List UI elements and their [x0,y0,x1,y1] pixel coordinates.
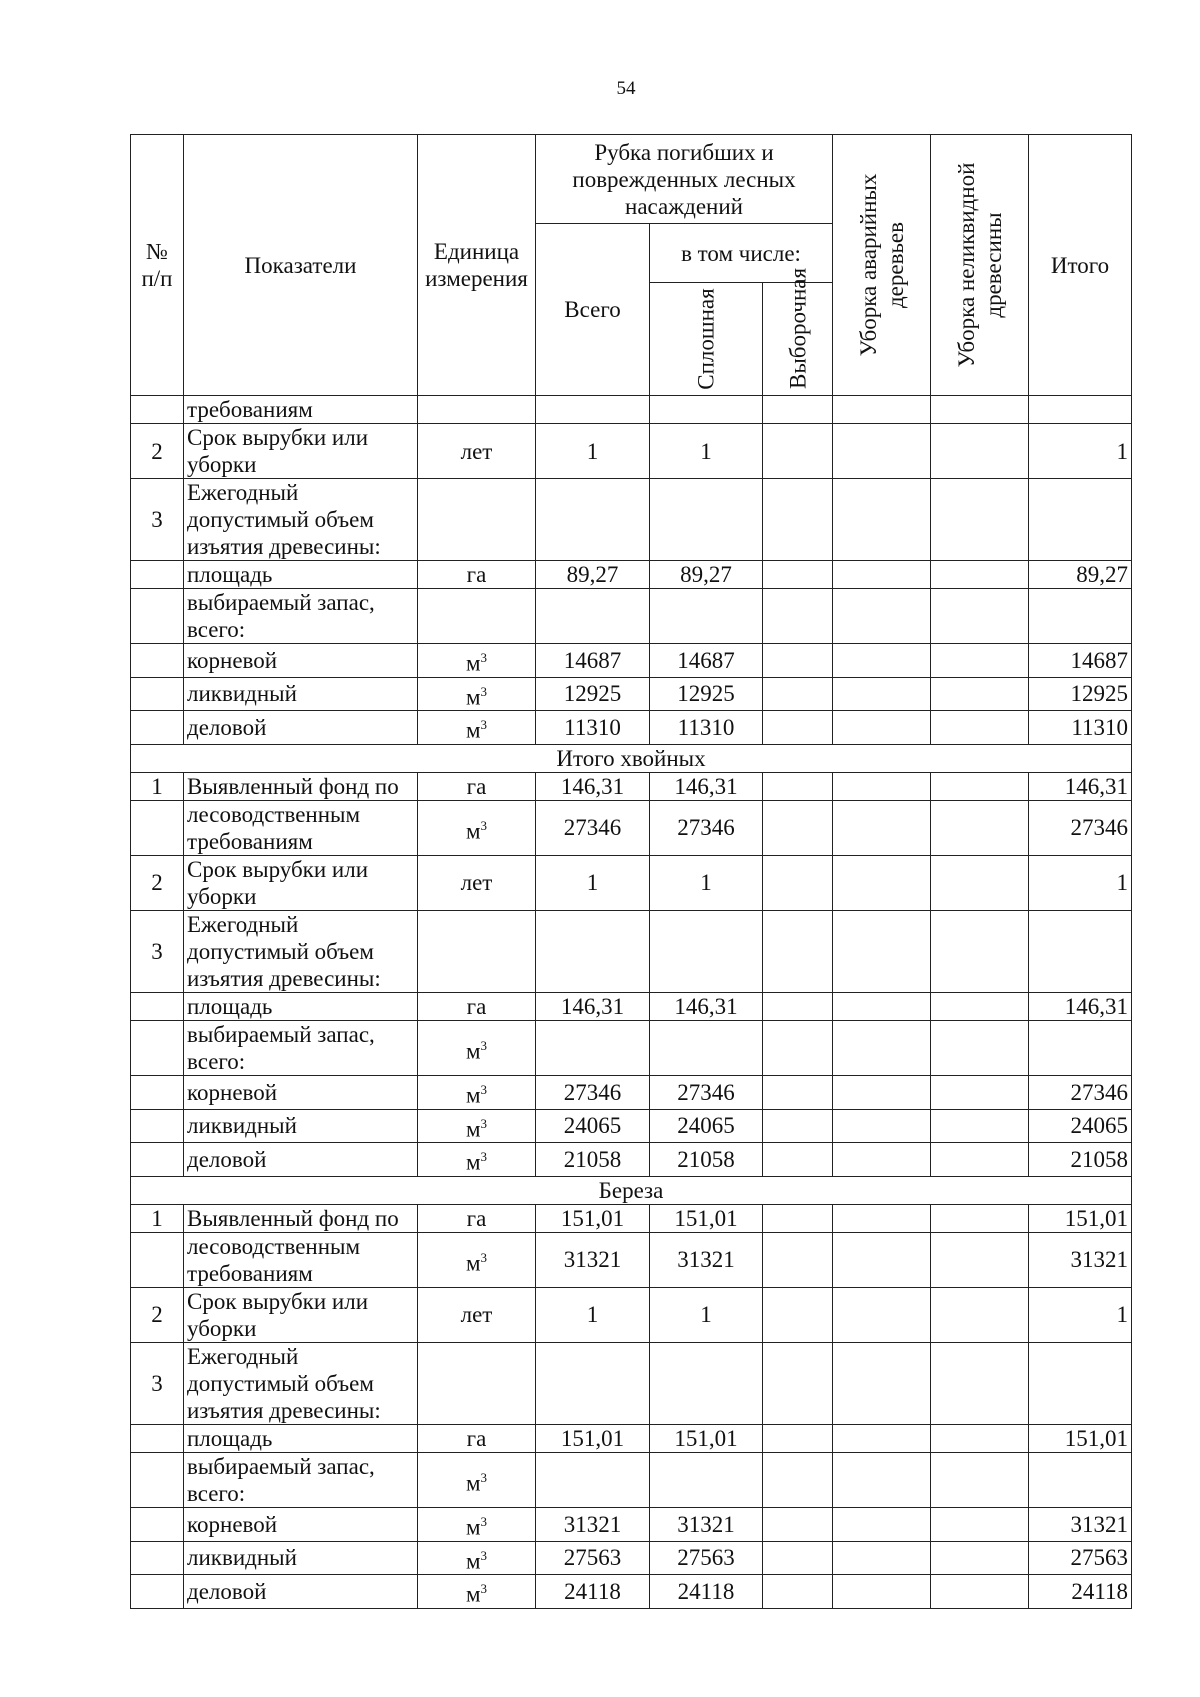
row-total [536,1020,650,1075]
row-indicator: Ежегодный допустимый объем изъятия древесины: [184,910,418,992]
row-itogo: 31321 [1029,1507,1132,1541]
row-illiquid [931,589,1029,644]
superscript-3: 3 [480,1037,488,1053]
row-illiquid [931,1232,1029,1287]
row-unit: $м^3$ [418,1541,536,1575]
row-selective [763,711,833,745]
row-illiquid [931,1204,1029,1232]
row-indicator: ликвидный [184,1541,418,1575]
row-itogo: 89,27 [1029,561,1132,589]
row-illiquid [931,1424,1029,1452]
row-itogo: 1 [1029,424,1132,479]
row-selective [763,1342,833,1424]
superscript-3: 3 [480,1081,488,1097]
row-number [131,1541,184,1575]
row-hazard [833,1287,931,1342]
row-solid [650,910,763,992]
row-selective [763,1287,833,1342]
row-solid [650,396,763,424]
table-row [131,1109,1132,1143]
table-row [131,561,1132,589]
header-total-all: Всего [536,224,650,396]
row-number [131,677,184,711]
header-row-1 [131,135,1132,224]
row-selective [763,479,833,561]
table-body [131,396,1132,1609]
row-total [536,396,650,424]
row-itogo: 151,01 [1029,1424,1132,1452]
row-hazard [833,1541,931,1575]
superscript-3: 3 [480,817,488,833]
row-illiquid [931,1143,1029,1177]
row-indicator: выбираемый запас, всего: [184,589,418,644]
row-total: 24118 [536,1575,650,1609]
row-illiquid [931,561,1029,589]
table-row [131,1143,1132,1177]
row-number [131,644,184,678]
row-unit: лет [418,424,536,479]
row-indicator: Срок вырубки или уборки [184,424,418,479]
header-solid-label: Сплошная [693,288,719,390]
row-total: 1 [536,424,650,479]
row-itogo: 12925 [1029,677,1132,711]
row-number [131,561,184,589]
table-row [131,992,1132,1020]
row-indicator: площадь [184,992,418,1020]
row-selective [763,1541,833,1575]
superscript-3: 3 [480,1249,488,1265]
row-total [536,479,650,561]
row-solid: 89,27 [650,561,763,589]
row-unit: га [418,1424,536,1452]
row-illiquid [931,1075,1029,1109]
row-solid: 14687 [650,644,763,678]
row-selective [763,1109,833,1143]
row-solid: 146,31 [650,992,763,1020]
section-row [131,1176,1132,1204]
table-row [131,1204,1132,1232]
row-number [131,992,184,1020]
row-itogo [1029,589,1132,644]
row-selective [763,1575,833,1609]
row-unit: $м^3$ [418,1143,536,1177]
row-unit [418,589,536,644]
row-selective [763,1075,833,1109]
superscript-3: 3 [480,1581,488,1597]
row-selective [763,396,833,424]
row-indicator: Выявленный фонд по [184,772,418,800]
row-total: 24065 [536,1109,650,1143]
table-row [131,800,1132,855]
row-selective [763,677,833,711]
row-number [131,711,184,745]
row-itogo [1029,1342,1132,1424]
row-unit: $м^3$ [418,1507,536,1541]
row-hazard [833,424,931,479]
row-itogo: 27346 [1029,1075,1132,1109]
superscript-3: 3 [480,1547,488,1563]
row-indicator: корневой [184,644,418,678]
row-hazard [833,1575,931,1609]
table-row [131,1452,1132,1507]
row-total: 12925 [536,677,650,711]
row-hazard [833,1424,931,1452]
row-hazard [833,1507,931,1541]
row-number: 3 [131,479,184,561]
row-itogo: 146,31 [1029,772,1132,800]
row-illiquid [931,800,1029,855]
row-number [131,1143,184,1177]
row-solid: 24065 [650,1109,763,1143]
row-indicator: деловой [184,711,418,745]
row-illiquid [931,1287,1029,1342]
row-indicator: лесоводственным требованиям [184,800,418,855]
row-number [131,589,184,644]
superscript-3: 3 [480,1469,488,1485]
row-unit [418,479,536,561]
row-total: 1 [536,855,650,910]
row-total [536,1342,650,1424]
row-solid: 27346 [650,1075,763,1109]
row-solid: 24118 [650,1575,763,1609]
superscript-3: 3 [480,717,488,733]
table-row [131,1075,1132,1109]
row-indicator: Ежегодный допустимый объем изъятия древесины: [184,479,418,561]
row-unit: $м^3$ [418,677,536,711]
table-row [131,479,1132,561]
forest-fund-table [130,134,1132,1609]
row-selective [763,1507,833,1541]
row-hazard [833,711,931,745]
row-selective [763,424,833,479]
table-row [131,677,1132,711]
row-total [536,589,650,644]
row-itogo: 14687 [1029,644,1132,678]
row-unit: $м^3$ [418,1020,536,1075]
row-solid: 27346 [650,800,763,855]
row-illiquid [931,1020,1029,1075]
row-hazard [833,1075,931,1109]
row-unit: $м^3$ [418,1109,536,1143]
row-unit: $м^3$ [418,1575,536,1609]
row-selective [763,1424,833,1452]
row-hazard [833,677,931,711]
row-itogo: 146,31 [1029,992,1132,1020]
row-total [536,1452,650,1507]
row-number: 2 [131,424,184,479]
row-indicator: Ежегодный допустимый объем изъятия древесины: [184,1342,418,1424]
row-hazard [833,1232,931,1287]
row-solid: 151,01 [650,1424,763,1452]
row-unit [418,910,536,992]
row-indicator: Срок вырубки или уборки [184,855,418,910]
row-solid [650,1342,763,1424]
row-solid [650,589,763,644]
header-illiquid-label: Уборка неликвидной древесины [953,162,1006,368]
row-unit: $м^3$ [418,644,536,678]
row-itogo: 21058 [1029,1143,1132,1177]
table-row [131,396,1132,424]
row-number [131,1020,184,1075]
row-illiquid [931,1541,1029,1575]
table-row [131,1287,1132,1342]
header-hazard-trees-label: Уборка аварийных деревьев [855,173,908,357]
superscript-3: 3 [480,1149,488,1165]
row-itogo [1029,910,1132,992]
row-hazard [833,396,931,424]
row-solid: 31321 [650,1232,763,1287]
row-hazard [833,479,931,561]
header-hazard-trees [833,135,931,396]
row-selective [763,772,833,800]
row-number [131,1075,184,1109]
header-solid [650,283,763,396]
row-indicator: деловой [184,1143,418,1177]
row-solid [650,1020,763,1075]
row-selective [763,855,833,910]
row-unit: $м^3$ [418,800,536,855]
row-selective [763,1020,833,1075]
row-illiquid [931,424,1029,479]
row-total: 31321 [536,1232,650,1287]
table-row [131,1424,1132,1452]
row-hazard [833,772,931,800]
row-indicator: площадь [184,561,418,589]
row-indicator: деловой [184,1575,418,1609]
row-indicator: ликвидный [184,1109,418,1143]
row-number [131,396,184,424]
row-itogo [1029,1452,1132,1507]
row-total: 27346 [536,1075,650,1109]
row-total: 146,31 [536,992,650,1020]
row-selective [763,1204,833,1232]
row-indicator: корневой [184,1075,418,1109]
section-title: Итого хвойных [131,744,1132,772]
row-number: 1 [131,772,184,800]
row-total: 11310 [536,711,650,745]
row-number: 2 [131,1287,184,1342]
row-unit: $м^3$ [418,711,536,745]
row-unit: га [418,772,536,800]
row-unit [418,396,536,424]
header-selective-label: Выборочная [785,267,810,389]
header-itogo: Итого [1029,135,1132,396]
superscript-3: 3 [480,650,488,665]
table-row [131,1541,1132,1575]
section-row [131,744,1132,772]
row-total: 151,01 [536,1424,650,1452]
row-itogo [1029,1020,1132,1075]
row-unit: га [418,1204,536,1232]
row-unit [418,1342,536,1424]
row-unit: $м^3$ [418,1232,536,1287]
row-selective [763,800,833,855]
superscript-3: 3 [480,1115,488,1131]
header-unit: Единица измерения [418,135,536,396]
row-unit: лет [418,1287,536,1342]
row-itogo: 27346 [1029,800,1132,855]
row-selective [763,1232,833,1287]
row-illiquid [931,1342,1029,1424]
row-illiquid [931,992,1029,1020]
table-row [131,855,1132,910]
row-indicator: выбираемый запас, всего: [184,1452,418,1507]
row-indicator: требованиям [184,396,418,424]
table-row [131,910,1132,992]
header-incl: в том числе: [650,224,833,283]
row-solid: 1 [650,424,763,479]
row-unit: га [418,561,536,589]
row-total: 1 [536,1287,650,1342]
table-row [131,772,1132,800]
row-itogo: 11310 [1029,711,1132,745]
row-selective [763,992,833,1020]
row-solid [650,1452,763,1507]
table-row [131,424,1132,479]
row-total: 14687 [536,644,650,678]
row-solid [650,479,763,561]
row-total: 151,01 [536,1204,650,1232]
row-selective [763,589,833,644]
row-solid: 1 [650,855,763,910]
row-illiquid [931,1507,1029,1541]
row-hazard [833,910,931,992]
row-total: 31321 [536,1507,650,1541]
row-solid: 12925 [650,677,763,711]
row-illiquid [931,1575,1029,1609]
table-row [131,644,1132,678]
row-number: 3 [131,1342,184,1424]
row-number: 1 [131,1204,184,1232]
table-row [131,589,1132,644]
header-selective [763,267,833,396]
row-total: 146,31 [536,772,650,800]
row-hazard [833,992,931,1020]
row-itogo [1029,479,1132,561]
row-hazard [833,1143,931,1177]
row-unit: га [418,992,536,1020]
table-row [131,1020,1132,1075]
row-solid: 151,01 [650,1204,763,1232]
row-solid: 31321 [650,1507,763,1541]
row-total [536,910,650,992]
row-unit: $м^3$ [418,1075,536,1109]
row-illiquid [931,772,1029,800]
row-indicator: ликвидный [184,677,418,711]
row-total: 27346 [536,800,650,855]
row-itogo [1029,396,1132,424]
row-total: 89,27 [536,561,650,589]
row-total: 27563 [536,1541,650,1575]
row-total: 21058 [536,1143,650,1177]
row-selective [763,644,833,678]
row-number [131,1507,184,1541]
row-number: 3 [131,910,184,992]
row-unit: лет [418,855,536,910]
row-itogo: 1 [1029,1287,1132,1342]
row-solid: 1 [650,1287,763,1342]
row-indicator: корневой [184,1507,418,1541]
row-selective [763,1143,833,1177]
row-illiquid [931,479,1029,561]
row-hazard [833,644,931,678]
row-hazard [833,561,931,589]
header-felling-group: Рубка погибших и поврежденных лесных насаждений [536,135,833,224]
row-hazard [833,1204,931,1232]
row-selective [763,910,833,992]
row-hazard [833,855,931,910]
superscript-3: 3 [480,683,488,699]
row-illiquid [931,396,1029,424]
row-illiquid [931,910,1029,992]
row-selective [763,561,833,589]
row-solid: 21058 [650,1143,763,1177]
page-number: 54 [616,78,636,99]
row-hazard [833,589,931,644]
row-selective [763,1452,833,1507]
row-number [131,1109,184,1143]
row-hazard [833,1342,931,1424]
row-hazard [833,1020,931,1075]
row-number [131,800,184,855]
row-number: 2 [131,855,184,910]
table-row [131,1342,1132,1424]
header-indicators: Показатели [184,135,418,396]
row-solid: 146,31 [650,772,763,800]
table-row [131,1575,1132,1609]
row-illiquid [931,644,1029,678]
row-itogo: 27563 [1029,1541,1132,1575]
row-hazard [833,800,931,855]
row-indicator: площадь [184,1424,418,1452]
row-hazard [833,1109,931,1143]
row-illiquid [931,711,1029,745]
table-row [131,1232,1132,1287]
row-itogo: 151,01 [1029,1204,1132,1232]
row-unit: $м^3$ [418,1452,536,1507]
row-indicator: Выявленный фонд по [184,1204,418,1232]
row-number [131,1452,184,1507]
row-indicator: лесоводственным требованиям [184,1232,418,1287]
row-illiquid [931,1109,1029,1143]
row-itogo: 31321 [1029,1232,1132,1287]
row-indicator: выбираемый запас, всего: [184,1020,418,1075]
row-illiquid [931,1452,1029,1507]
row-illiquid [931,677,1029,711]
table-row [131,711,1132,745]
row-hazard [833,1452,931,1507]
row-illiquid [931,855,1029,910]
row-indicator: Срок вырубки или уборки [184,1287,418,1342]
superscript-3: 3 [480,1513,488,1529]
section-title: Береза [131,1176,1132,1204]
header-illiquid [931,135,1029,396]
header-num: № п/п [131,135,184,396]
row-solid: 11310 [650,711,763,745]
row-number [131,1424,184,1452]
row-itogo: 24065 [1029,1109,1132,1143]
row-itogo: 24118 [1029,1575,1132,1609]
row-itogo: 1 [1029,855,1132,910]
row-number [131,1232,184,1287]
table-row [131,1507,1132,1541]
row-solid: 27563 [650,1541,763,1575]
row-number [131,1575,184,1609]
